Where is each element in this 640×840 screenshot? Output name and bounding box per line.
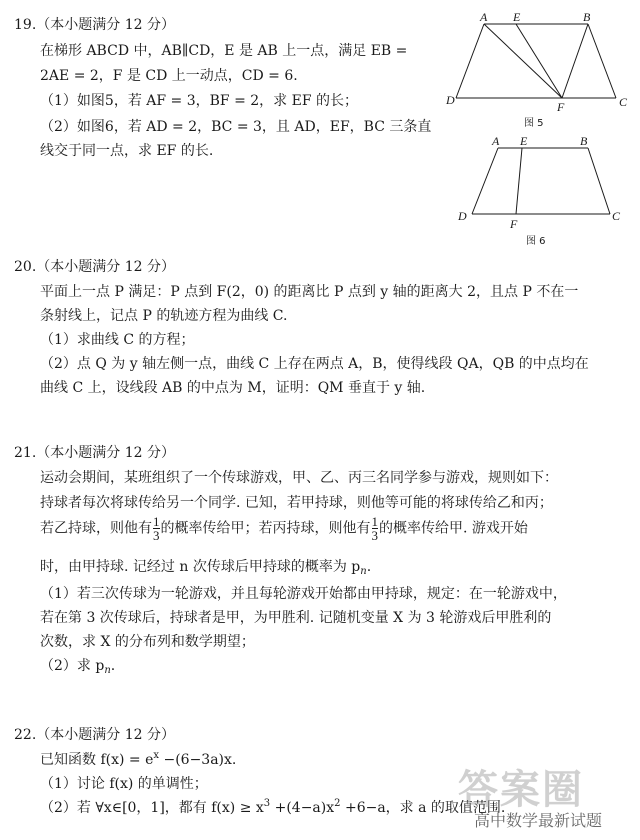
figure-5 xyxy=(444,12,634,132)
fraction-denominator: 3 xyxy=(153,528,160,543)
q22-line1-sup: x xyxy=(153,750,160,761)
q21-line3-a: 若乙持球，则他有 xyxy=(40,520,152,537)
q21-part2-sub: n xyxy=(104,665,111,676)
fig5-label-e: E xyxy=(513,12,521,24)
fig6-label-b: B xyxy=(580,134,588,148)
q22-heading: 22.（本小题满分 12 分） xyxy=(14,727,175,743)
q21-part2-b: . xyxy=(110,658,116,674)
q22-line1 xyxy=(40,749,236,769)
fig5-label-d: D xyxy=(446,93,455,107)
q21-line4-sub: n xyxy=(360,566,367,577)
fig6-line-bc xyxy=(588,148,610,214)
fig6-line-ad xyxy=(472,148,498,214)
q21-line4-b: . xyxy=(366,559,372,575)
fraction-numerator: 1 xyxy=(153,514,160,529)
q21-part2 xyxy=(40,655,115,676)
q20-part2: （2）点 Q 为 y 轴左侧一点，曲线 C 上存在两点 A，B，使得线段 QA，QB 的中点均在 xyxy=(40,356,589,372)
q21-part1-cont2: 次数，求 X 的分布列和数学期望； xyxy=(40,634,255,650)
q19-heading: 19.（本小题满分 12 分） xyxy=(14,17,175,33)
q22-part2-a: （2）若 ∀x∈[0，1]，都有 f(x) ≥ x xyxy=(40,800,264,816)
fig6-line-ef xyxy=(516,148,522,214)
figure-6 xyxy=(450,134,630,250)
fraction-numerator-2: 1 xyxy=(371,514,378,529)
q21-heading: 21.（本小题满分 12 分） xyxy=(14,445,175,461)
fig5-label-b: B xyxy=(583,12,591,24)
q22-part2-sup1: 3 xyxy=(263,798,271,809)
q21-part1: （1）若三次传球为一轮游戏，并且每轮游戏开始都由甲持球，规定：在一轮游戏中， xyxy=(40,586,567,602)
q22-part2-sup2: 2 xyxy=(334,798,341,809)
q20-line2: 条射线上，记点 P 的轨迹方程为曲线 C. xyxy=(40,308,288,324)
q20-heading: 20.（本小题满分 12 分） xyxy=(14,259,175,275)
fraction-one-third xyxy=(153,515,160,542)
fraction-denominator-2: 3 xyxy=(371,528,378,543)
q22-part2 xyxy=(40,797,505,817)
q21-part1-cont1: 若在第 3 次传球后，持球者是甲，为甲胜利. 记随机变量 X 为 3 轮游戏后甲胜利的 xyxy=(40,610,552,626)
q19-part1: （1）如图5，若 AF = 3，BF = 2，求 EF 的长； xyxy=(40,93,359,109)
q21-line3-c: 的概率传给甲. 游戏开始 xyxy=(379,520,528,537)
watermark-caption: 高中数学最新试题 xyxy=(474,811,603,830)
q22-line1-b: −(6−3a)x. xyxy=(159,752,237,768)
fig6-label-e: E xyxy=(520,134,528,148)
fig5-label-c: C xyxy=(619,95,628,109)
q22-part2-c: +6−a，求 a 的取值范围. xyxy=(340,800,506,816)
q21-line4 xyxy=(40,556,371,577)
q22-part2-b: +(4−a)x xyxy=(270,800,335,816)
q19-line2: 2AE = 2，F 是 CD 上一动点，CD = 6. xyxy=(40,68,298,84)
fig6-caption: 图 6 xyxy=(526,236,546,247)
fig5-label-f: F xyxy=(557,100,565,114)
q19-part2: （2）如图6，若 AD = 2，BC = 3，且 AD，EF，BC 三条直 xyxy=(40,119,432,135)
q21-line4-a: 时，由甲持球. 记经过 n 次传球后甲持球的概率为 p xyxy=(40,559,361,575)
q20-line1: 平面上一点 P 满足：P 点到 F(2，0) 的距离比 P 点到 y 轴的距离大 2，且点 P 不在一 xyxy=(40,284,579,300)
watermark-logo: 答案圈 xyxy=(458,767,584,813)
fig5-line-ad xyxy=(456,24,484,98)
q21-line2: 持球者每次将球传给另一个同学. 已知，若甲持球，则他等可能的将球传给乙和丙； xyxy=(40,495,553,511)
fig5-line-bf xyxy=(562,24,588,98)
fig5-line-bc xyxy=(588,24,616,98)
q22-part1: （1）讨论 f(x) 的单调性； xyxy=(40,776,208,792)
fig6-label-c: C xyxy=(612,209,621,223)
q19-line1: 在梯形 ABCD 中，AB∥CD，E 是 AB 上一点，满足 EB = xyxy=(40,43,408,59)
q19-part2-cont: 线交于同一点，求 EF 的长. xyxy=(40,143,214,159)
q21-part2-a: （2）求 p xyxy=(40,658,105,674)
fraction-one-third-2 xyxy=(372,515,379,542)
q20-part1: （1）求曲线 C 的方程； xyxy=(40,332,195,348)
fig5-caption: 图 5 xyxy=(524,118,544,129)
fig6-label-d: D xyxy=(458,209,467,223)
q21-line1: 运动会期间，某班组织了一个传球游戏，甲、乙、丙三名同学参与游戏，规则如下： xyxy=(40,470,558,486)
fig5-label-a: A xyxy=(480,12,488,24)
fig6-label-f: F xyxy=(510,217,518,231)
q21-line3-b: 的概率传给甲；若丙持球，则他有 xyxy=(160,520,371,537)
fig6-label-a: A xyxy=(492,134,500,148)
q21-line3 xyxy=(40,515,528,542)
q22-line1-a: 已知函数 f(x) = e xyxy=(40,752,154,768)
watermark xyxy=(458,758,638,838)
q20-part2-cont: 曲线 C 上，设线段 AB 的中点为 M，证明：QM 垂直于 y 轴. xyxy=(40,380,426,396)
